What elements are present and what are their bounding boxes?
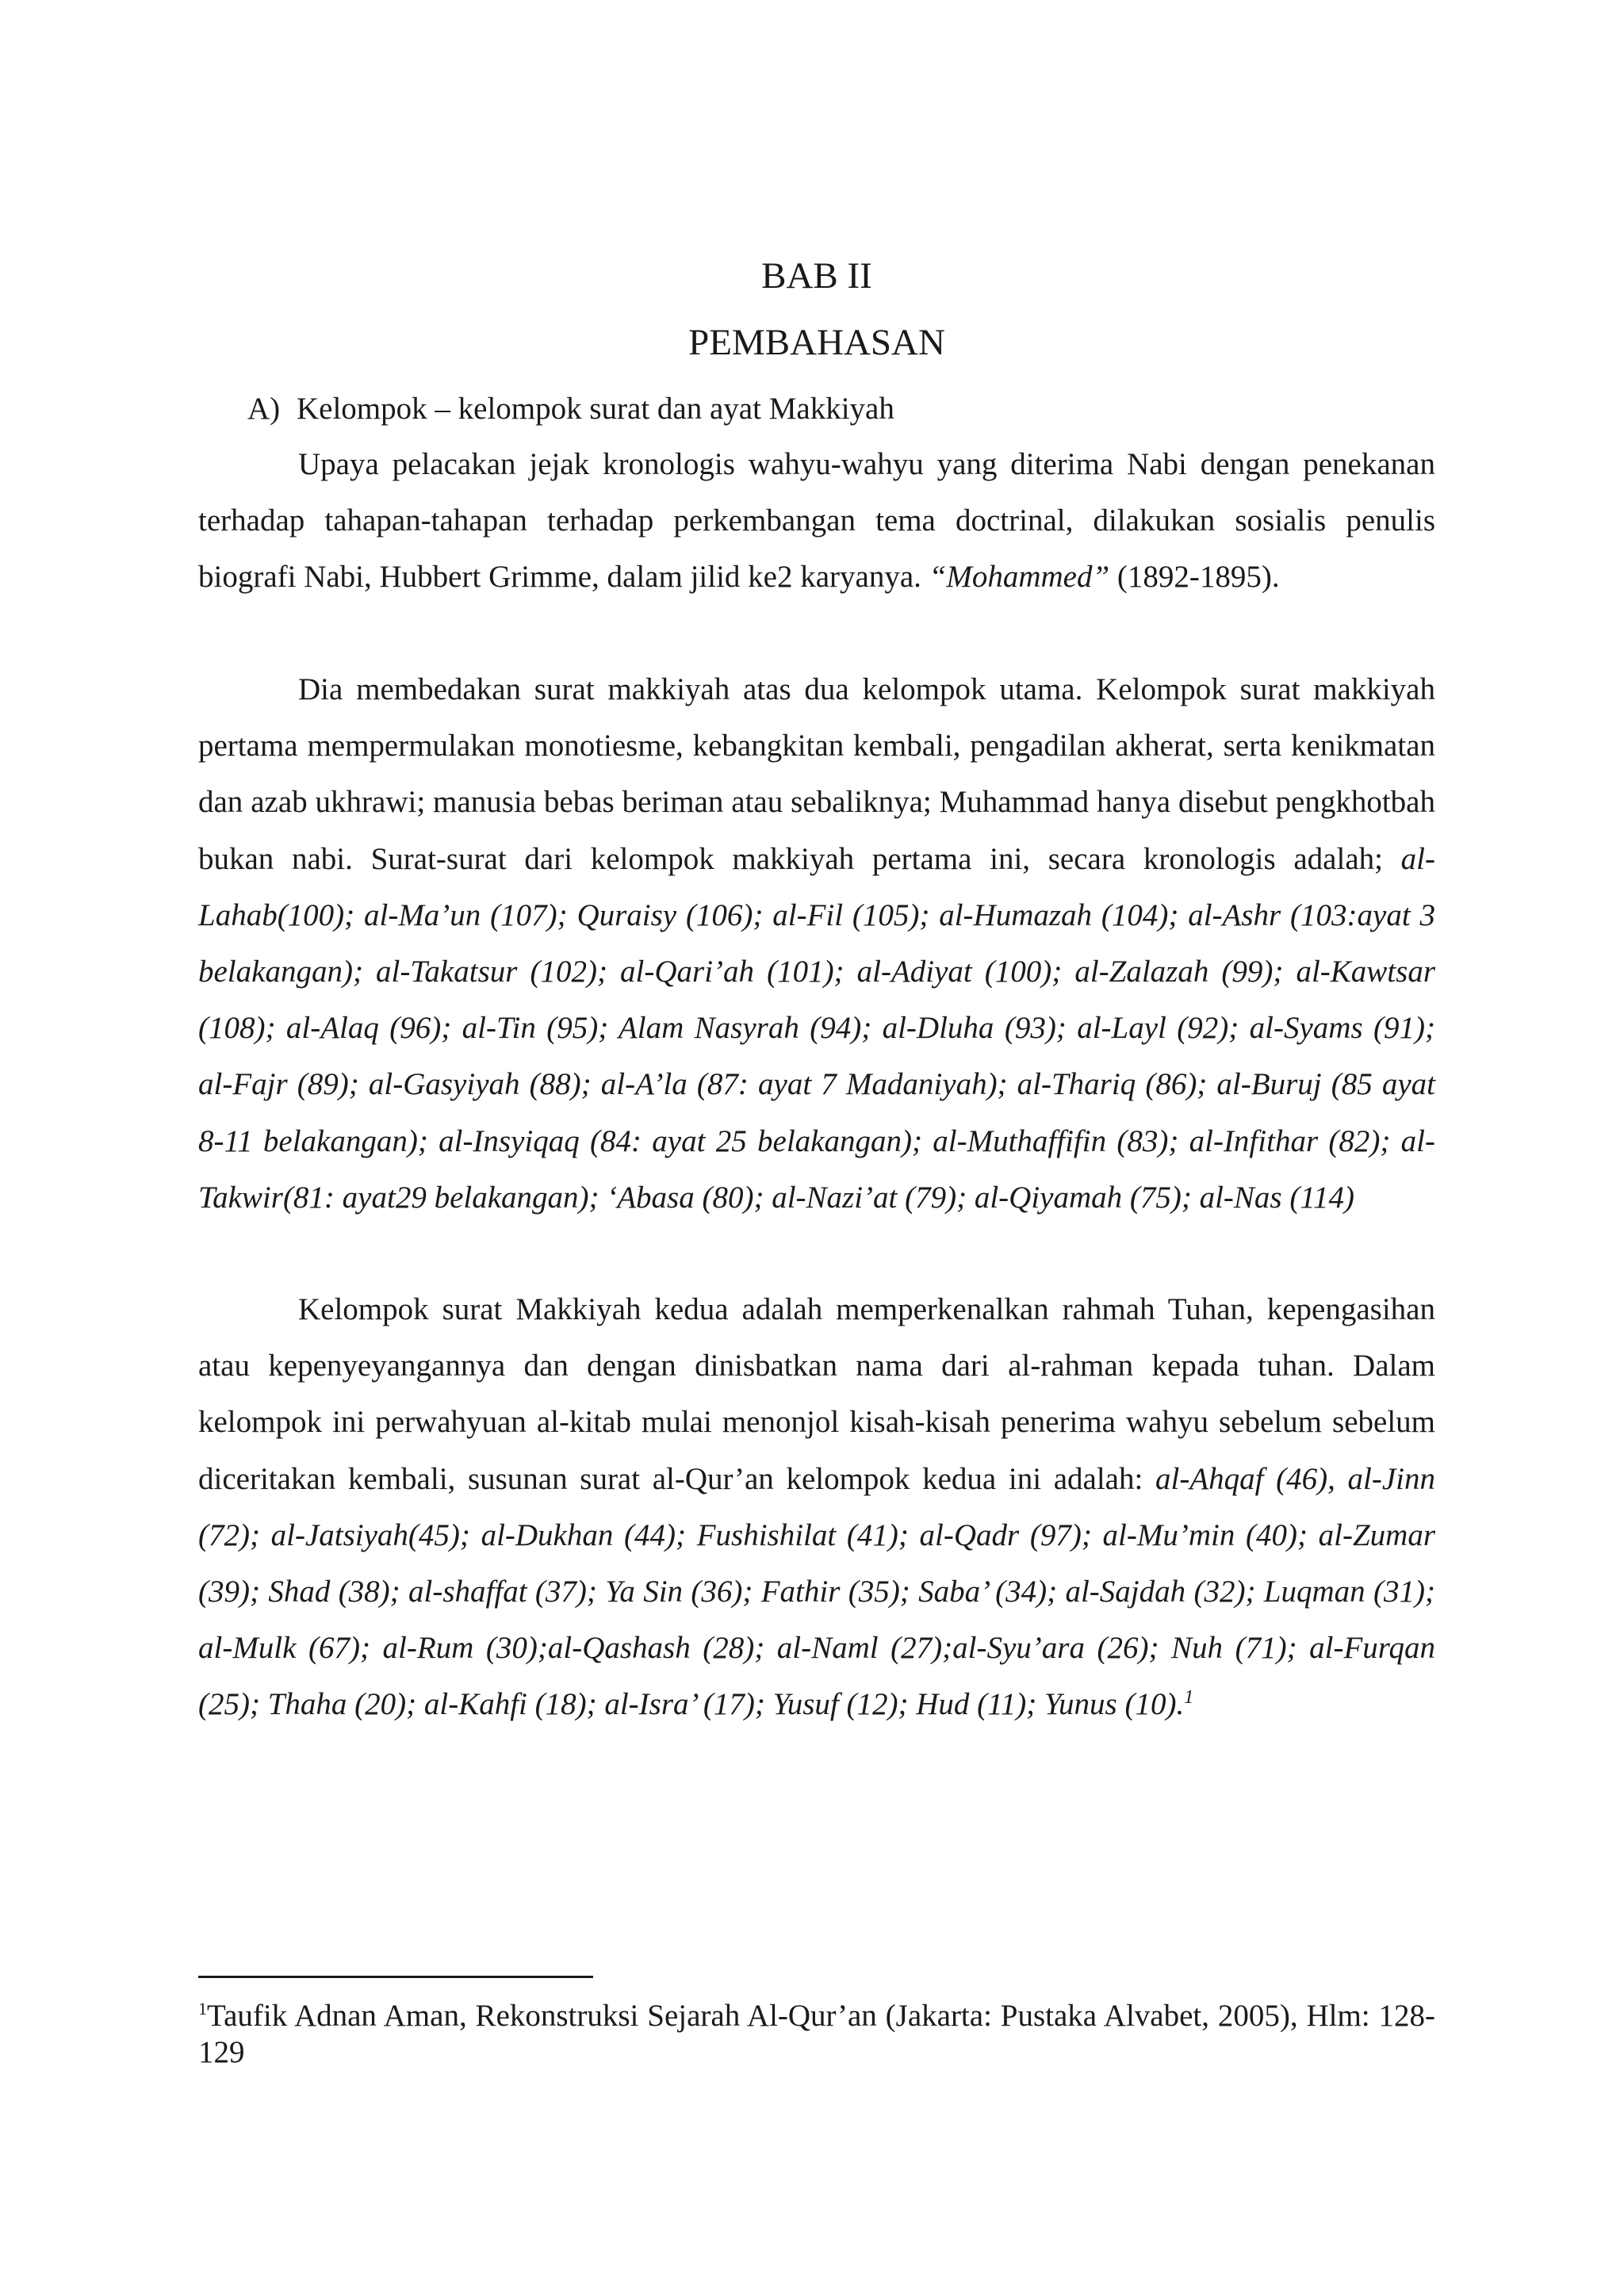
book-title: “Mohammed”: [929, 560, 1110, 595]
surah-list-second-group: al-Ahqaf (46), al-Jinn (72); al-Jatsiyah(45); al-Dukhan (44); Fushishilat (41); al-Qadr (97); al-Mu’min (40); al-Zumar (39); Shad (38); al-shaffat (37); Ya Sin (36); Fathir (35); Saba’ (34); al-Sajdah (32); Luqman (31); al-Mulk (67); al-Rum (30);al-Qashash (28); al-Naml (27);al-Syu’ara (26); Nuh (71); al-Furqan (25); Thaha (20); al-Kahfi (18); al-Isra’ (17); Yusuf (12); Hud (11); Yunus (10).: [198, 1461, 1435, 1722]
footnote-divider: [198, 1976, 593, 1978]
paragraph-intro-text: Upaya pelacakan jejak kronologis wahyu-wahyu yang diterima Nabi dengan penekanan terhadap tahapan-tahapan terhadap perkembangan tema doctrinal, dilakukan sosialis penulis biografi Nabi, Hubbert Grimme, dalam jilid ke2 karyanya.: [198, 447, 1435, 595]
footnote-text: Taufik Adnan Aman, Rekonstruksi Sejarah Al-Qur’an (Jakarta: Pustaka Alvabet, 2005), Hlm: 128-129: [198, 1999, 1435, 2069]
paragraph-second-group-text: Kelompok surat Makkiyah kedua adalah memperkenalkan rahmah Tuhan, kepengasihan atau kepenyeyangannya dan dengan dinisbatkan nama dari al-rahman kepada tuhan. Dalam kelompok ini perwahyuan al-kitab mulai menonjol kisah-kisah penerima wahyu sebelum sebelum diceritakan kembali, susunan surat al-Qur’an kelompok kedua ini adalah:: [198, 1292, 1435, 1496]
paragraph-second-group: [198, 1281, 1435, 1733]
subsection-title: Kelompok – kelompok surat dan ayat Makkiyah: [297, 392, 894, 426]
chapter-heading: BAB II: [761, 255, 872, 297]
section-heading: PEMBAHASAN: [688, 322, 945, 363]
paragraph-intro: [198, 436, 1435, 606]
paragraph-first-group: [198, 661, 1435, 1226]
paragraph-intro-tail: (1892-1895).: [1109, 560, 1280, 595]
subsection-marker: A): [247, 392, 281, 426]
paragraph-first-group-text: Dia membedakan surat makkiyah atas dua kelompok utama. Kelompok surat makkiyah pertama mempermulakan monotiesme, kebangkitan kembali, pengadilan akherat, serta kenikmatan dan azab ukhrawi; manusia bebas beriman atau sebaliknya; Muhammad hanya disebut pengkhotbah bukan nabi. Surat-surat dari kelompok makkiyah pertama ini, secara kronologis adalah;: [198, 672, 1435, 876]
surah-list-first-group: al-Lahab(100); al-Ma’un (107); Quraisy (106); al-Fil (105); al-Humazah (104); al-Ashr (103:ayat 3 belakangan); al-Takatsur (102); al-Qari’ah (101); al-Adiyat (100); al-Zalazah (99); al-Kawtsar (108); al-Alaq (96); al-Tin (95); Alam Nasyrah (94); al-Dluha (93); al-Layl (92); al-Syams (91); al-Fajr (89); al-Gasyiyah (88); al-A’la (87: ayat 7 Madaniyah); al-Thariq (86); al-Buruj (85 ayat 8-11 belakangan); al-Insyiqaq (84: ayat 25 belakangan); al-Muthaffifin (83); al-Infithar (82); al-Takwir(81: ayat29 belakangan); ‘Abasa (80); al-Nazi’at (79); al-Qiyamah (75); al-Nas (114): [198, 841, 1435, 1215]
subsection-heading: [247, 387, 894, 431]
footnote-reference[interactable]: 1: [1184, 1687, 1194, 1709]
footnote-number: 1: [198, 1999, 207, 2019]
footnote: [198, 1998, 1435, 2071]
